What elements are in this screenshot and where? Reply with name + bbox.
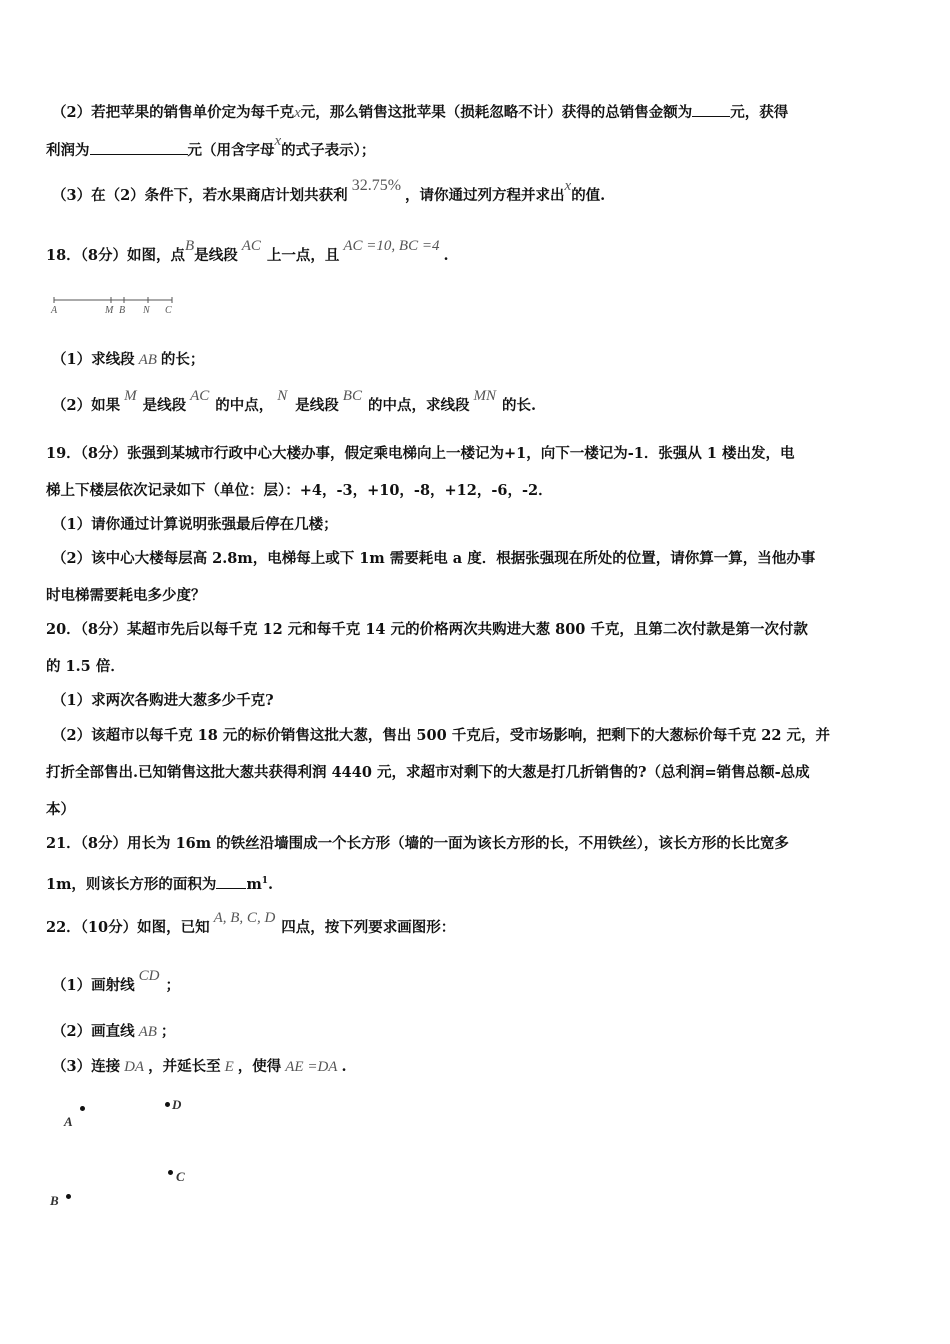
math-DA: DA: [124, 1059, 145, 1075]
q19-line1: 19．（8分）张强到某城市行政中心大楼办事，假定乘电梯向上一楼记为+1，向下一楼记为-1．张强从 1 楼出发，电: [46, 445, 795, 462]
text: （2）画直线: [52, 1023, 135, 1040]
point-A-dot: [80, 1106, 85, 1111]
q19-line2: 梯上下楼层依次记录如下（单位：层）：+4，-3，+10，-8，+12，-6，-2．: [46, 482, 553, 499]
text: （2）如果: [52, 397, 121, 414]
point-label-A: A: [51, 305, 58, 316]
text: 元，获得: [730, 104, 789, 121]
answer-blank: [216, 874, 246, 889]
q17-part3: [52, 177, 906, 206]
text: .: [341, 1058, 347, 1075]
text: 的中点，: [215, 397, 274, 414]
q18-part1: [52, 350, 906, 370]
text: 18．（8分）如图，点: [46, 247, 186, 264]
point-label-B: B: [119, 305, 126, 316]
text: （2）若把苹果的销售单价定为每千克: [52, 104, 295, 121]
q22-part2: [52, 1022, 906, 1042]
q19-part1: （1）请你通过计算说明张强最后停在几楼；: [52, 516, 338, 533]
superscript: 1: [261, 876, 269, 886]
text: .: [443, 247, 449, 264]
text: 的式子表示）；: [281, 142, 376, 159]
segment-line: [50, 294, 180, 306]
text: （1）求线段: [52, 351, 135, 368]
text: 元，那么销售这批苹果（损耗忽略不计）获得的总销售金额为: [300, 104, 693, 121]
text: （3）连接: [52, 1058, 121, 1075]
text: ，使得: [237, 1058, 282, 1075]
answer-blank: [692, 102, 730, 117]
point-label-D: D: [172, 1097, 182, 1112]
math-E: E: [224, 1059, 234, 1075]
text: .: [268, 875, 274, 893]
text: 是线段: [194, 247, 238, 264]
text: ；: [165, 977, 180, 994]
math-x: x: [294, 105, 301, 121]
text: 22．（10分）如图，已知: [46, 919, 210, 936]
text: 元（用含字母: [187, 142, 275, 159]
q20-line5: 打折全部售出.已知销售这批大葱共获得利润 4440 元，求超市对剩下的大葱是打几折销售的?（总利润=销售总额-总成: [46, 764, 810, 781]
math-N: N: [277, 388, 288, 404]
point-D-dot: [165, 1102, 170, 1107]
point-C-dot: [168, 1170, 173, 1175]
math-B: B: [185, 238, 195, 254]
q20-line2: 的 1.5 倍．: [46, 658, 125, 675]
point-label-N: N: [143, 305, 150, 316]
math-AB: AB: [138, 352, 157, 368]
math-equation: AE =DA: [285, 1059, 338, 1075]
q20-part2: （2）该超市以每千克 18 元的标价销售这批大葱，售出 500 千克后，受市场影响，把剩下的大葱标价每千克 22 元，并: [52, 727, 830, 744]
q22-part3: [52, 1057, 906, 1077]
math-condition: AC =10, BC =4: [343, 238, 440, 254]
math-M: M: [124, 388, 137, 404]
q21-line2: [46, 871, 906, 895]
point-label-A: A: [64, 1114, 73, 1129]
q18-stem: [46, 238, 906, 266]
point-label-C: C: [176, 1169, 185, 1184]
text: ；: [160, 1023, 176, 1040]
text: 的中点，求线段: [367, 397, 470, 414]
q19-part2: （2）该中心大楼每层高 2.8m，电梯每上或下 1m 需要耗电 a 度．根据张强现在所处的位置，请你算一算，当他办事: [52, 550, 816, 567]
math-AC: AC: [241, 238, 261, 254]
math-points: A, B, C, D: [213, 910, 276, 926]
math-x: x: [274, 133, 282, 149]
q20-line1: 20．（8分）某超市先后以每千克 12 元和每千克 14 元的价格两次共购进大葱 800 千克，且第二次付款是第一次付款: [46, 621, 808, 638]
point-B-dot: [66, 1194, 71, 1199]
text: 的长.: [501, 397, 537, 414]
q21-line1: 21．（8分）用长为 16m 的铁丝沿墙围成一个长方形（墙的一面为该长方形的长，不用铁丝），该长方形的长比宽多: [46, 835, 789, 852]
text: 上一点，且: [266, 247, 340, 264]
text: 的长；: [160, 351, 205, 368]
text: 是线段: [142, 397, 187, 414]
text: 的值.: [571, 187, 606, 204]
math-AB: AB: [138, 1024, 157, 1040]
point-label-C: C: [165, 305, 172, 316]
text: 1m，则该长方形的面积为: [46, 875, 217, 893]
math-AC: AC: [190, 388, 210, 404]
q22-stem: [46, 910, 906, 938]
point-label-M: M: [105, 305, 114, 316]
point-label-B: B: [50, 1193, 59, 1208]
q22-part1: [52, 968, 906, 996]
text: （3）在（2）条件下，若水果商店计划共获利: [52, 187, 348, 204]
q17-part2-line2: [46, 133, 906, 161]
text: ，并延长至: [148, 1058, 221, 1075]
text: 四点，按下列要求画图形：: [281, 919, 456, 936]
q20-line6: 本）: [46, 801, 75, 818]
q17-part2-line1: [52, 102, 906, 123]
math-MN: MN: [473, 388, 496, 404]
text: 是线段: [295, 397, 339, 414]
text: （1）画射线: [52, 977, 135, 994]
text: ，请你通过列方程并求出: [405, 187, 565, 204]
text: m: [246, 875, 262, 893]
math-percent: 32.75%: [351, 177, 402, 194]
math-x: x: [564, 178, 572, 194]
q18-part2: [52, 388, 906, 416]
answer-blank: [90, 140, 188, 155]
math-CD: CD: [138, 968, 160, 984]
text: 利润为: [46, 142, 90, 159]
q20-part1: （1）求两次各购进大葱多少千克?: [52, 692, 274, 709]
q19-line5: 时电梯需要耗电多少度？: [46, 587, 206, 604]
math-BC: BC: [342, 388, 362, 404]
